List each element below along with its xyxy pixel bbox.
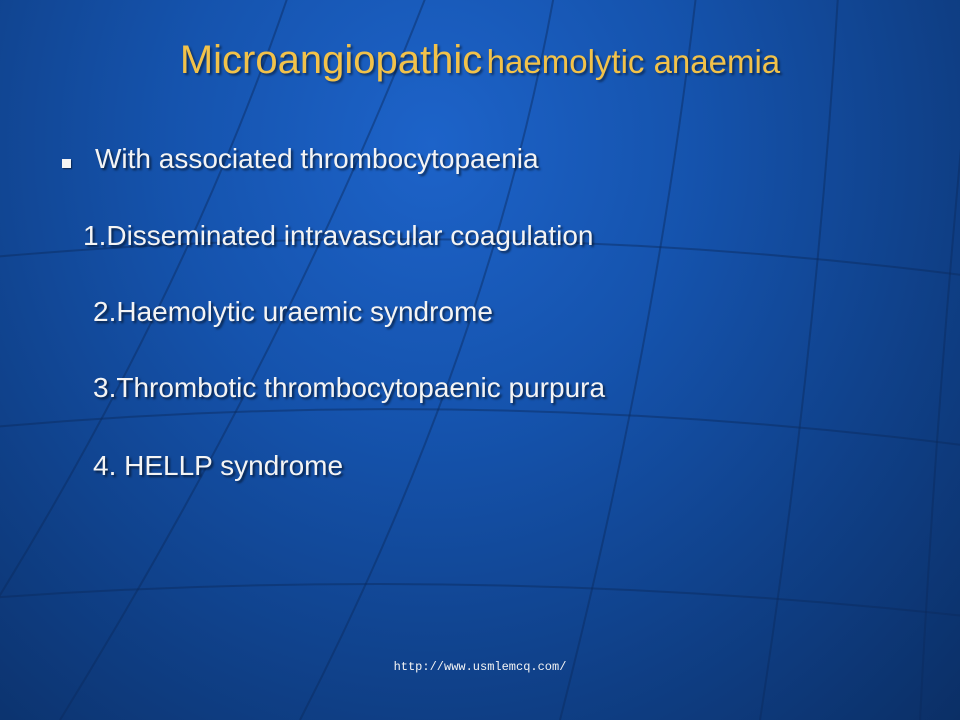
footer-url: http://www.usmlemcq.com/	[393, 660, 567, 674]
list-item-dic: 1.Disseminated intravascular coagulation	[83, 220, 594, 251]
title-rest: haemolytic anaemia	[486, 43, 781, 80]
list-item-hus: 2.Haemolytic uraemic syndrome	[93, 296, 493, 327]
list-item-hellp: 4. HELLP syndrome	[93, 450, 344, 481]
list-item-ttp: 3.Thrombotic thrombocytopaenic purpura	[93, 372, 606, 403]
title-main: Microangiopathic	[179, 38, 483, 82]
bullet-text: With associated thrombocytopaenia	[95, 143, 539, 174]
square-bullet-icon	[62, 159, 71, 168]
slide-title	[0, 38, 960, 83]
